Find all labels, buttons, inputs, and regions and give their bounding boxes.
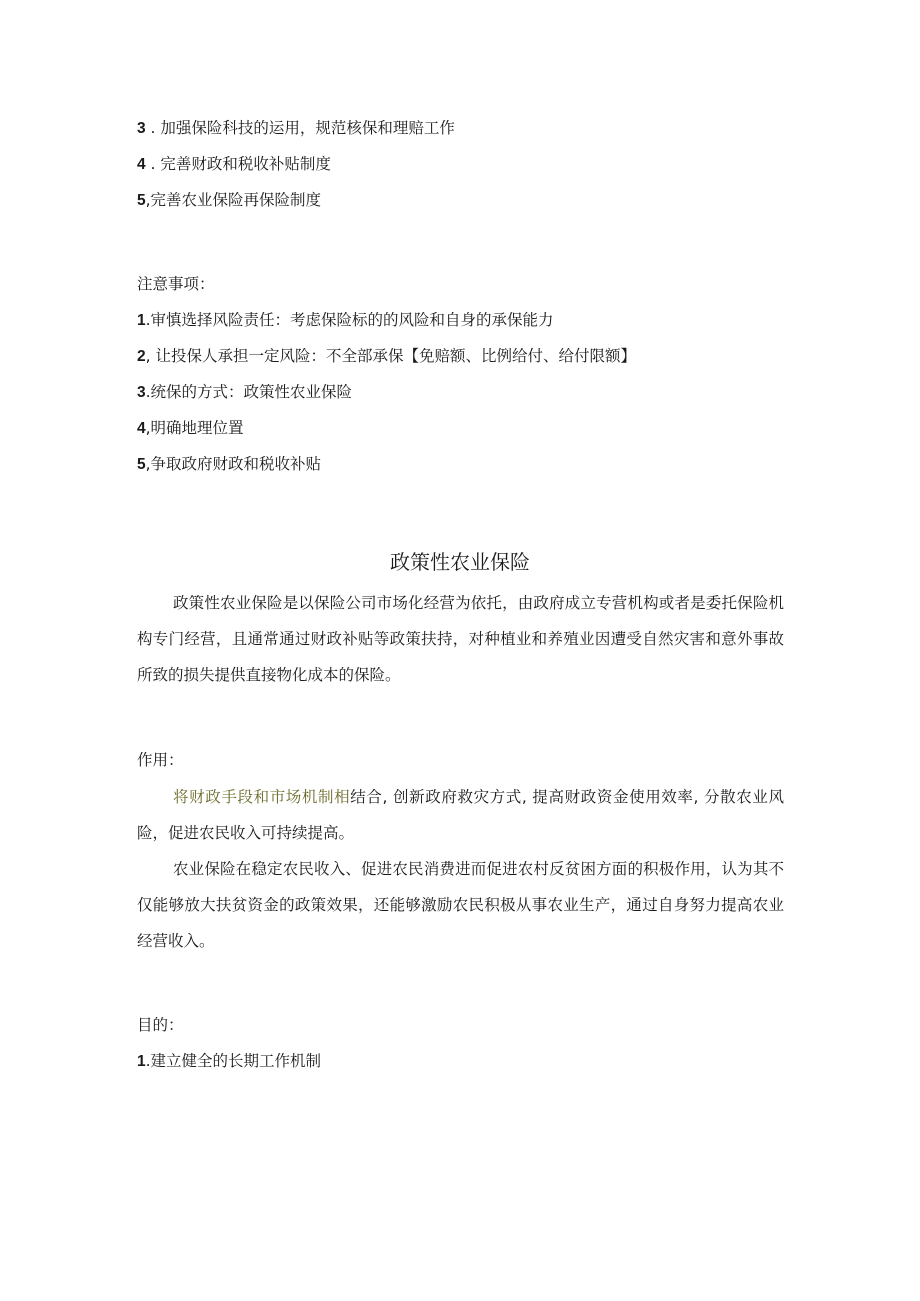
list-text: ,明确地理位置 [145,419,244,437]
list-item [137,154,331,175]
note-item [137,310,554,331]
list-number: 1 [137,1053,146,1070]
role-paragraph-1-rest: 结合, 创新政府救灾方式, 提高财政资金使用效率, 分散农业风险，促进农民收入可持续提高。 [137,788,784,842]
highlighted-phrase: 将财政手段和市场机制相 [173,788,351,806]
list-number: 3 [137,120,146,137]
list-item [137,118,455,139]
section-heading: 政策性农业保险 [390,550,530,574]
goal-title: 目的： [137,1016,184,1034]
role-paragraph-2: 农业保险在稳定农民收入、促进农民消费进而促进农村反贫困方面的积极作用，认为其不仅能够放大扶贫资金的政策效果，还能够激励农民积极从事农业生产，通过自身努力提高农业经营收入。 [137,860,784,950]
list-text: ,争取政府财政和税收补贴 [145,455,322,473]
note-item [137,418,244,439]
note-item [137,382,352,403]
list-text: .建立健全的长期工作机制 [145,1052,322,1070]
goal-item [137,1051,321,1072]
list-number: 4 [137,420,146,437]
list-text: . 完善财政和税收补贴制度 [145,155,331,173]
list-number: 5 [137,456,146,473]
list-number: 5 [137,192,146,209]
role-title: 作用： [137,751,184,769]
list-number: 2 [137,348,146,365]
role-paragraph-1 [137,779,784,851]
list-item [137,190,321,211]
list-text: .统保的方式：政策性农业保险 [145,383,353,401]
list-text: , 让投保人承担一定风险：不全部承保【免赔额、比例给付、给付限额】 [145,347,636,365]
note-item [137,454,321,475]
list-text: .审慎选择风险责任：考虑保险标的的风险和自身的承保能力 [145,311,554,329]
list-number: 3 [137,384,146,401]
list-text: . 加强保险科技的运用，规范核保和理赔工作 [145,119,455,137]
note-item [137,346,636,367]
notes-title: 注意事项： [137,275,215,293]
list-number: 4 [137,156,146,173]
list-number: 1 [137,312,146,329]
definition-paragraph: 政策性农业保险是以保险公司市场化经营为依托，由政府成立专营机构或者是委托保险机构专门经营，且通常通过财政补贴等政策扶持，对种植业和养殖业因遭受自然灾害和意外事故所致的损失提供直接物化成本的保险。 [137,594,784,684]
list-text: ,完善农业保险再保险制度 [145,191,322,209]
